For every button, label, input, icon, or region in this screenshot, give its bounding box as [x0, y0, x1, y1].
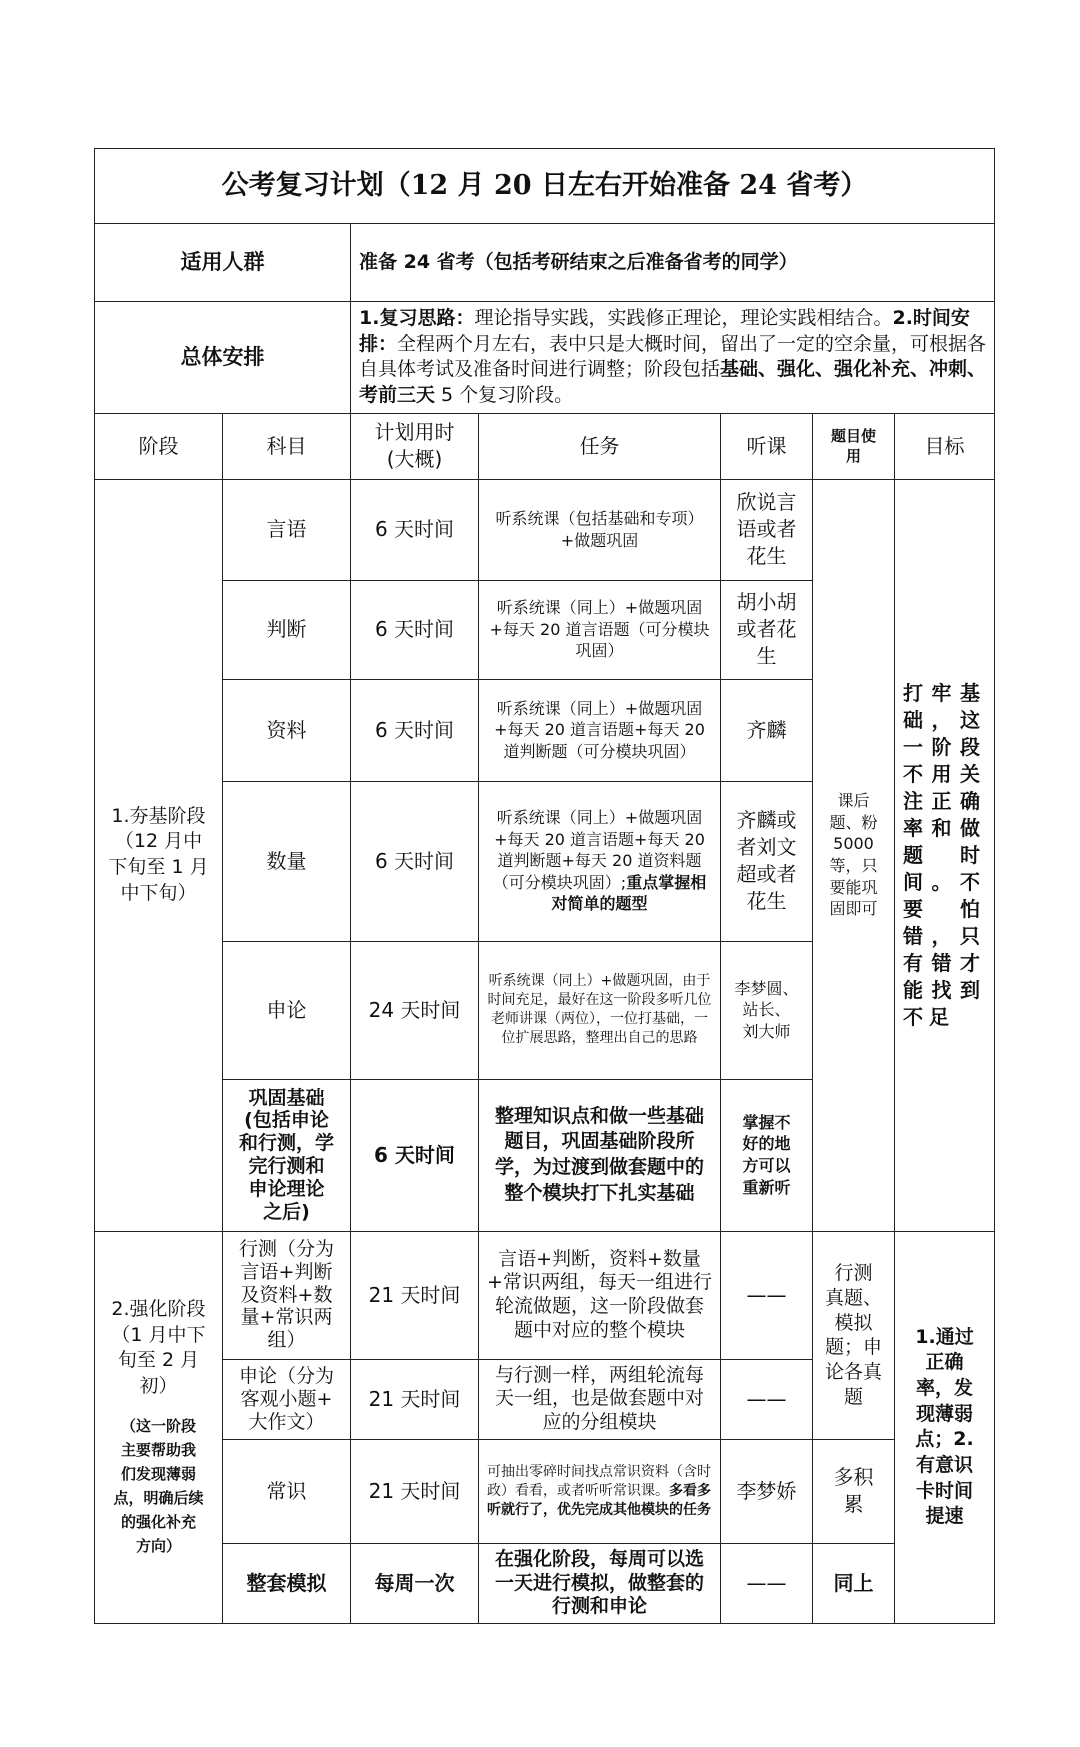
task-text: 可抽出零碎时间找点常识资料（含时政）看看，或者听听常识课。 — [487, 1463, 711, 1499]
phase1-time: 6 天时间 — [351, 479, 479, 580]
phase1-task — [479, 781, 721, 941]
phase2-use: 同上 — [813, 1543, 895, 1623]
time-label: 2.时间安排： — [359, 307, 970, 355]
task-emphasis: 重点掌握相对简单的题型 — [551, 872, 707, 914]
page-title: 公考复习计划（12 月 20 日左右开始准备 24 省考） — [95, 149, 995, 224]
header-time: 计划用时 (大概) — [351, 413, 479, 479]
phase1-listen: 齐麟 — [721, 679, 813, 781]
header-task: 任务 — [479, 413, 721, 479]
phase1-task: 听系统课（同上）+做题巩固+每天 20 道言语题+每天 20 道判断题（可分模块巩固） — [479, 679, 721, 781]
header-listen: 听课 — [721, 413, 813, 479]
phase2-cell — [95, 1231, 223, 1624]
phase2-note: （这一阶段 主要帮助我 们发现薄弱 点，明确后续 的强化补充 方向） — [113, 1416, 204, 1555]
phase1-subject: 资料 — [223, 679, 351, 781]
stages-bold: 基础、强化、强化补充、冲刺、考前三天 — [359, 358, 987, 406]
header-subject: 科目 — [223, 413, 351, 479]
phase2-listen: —— — [721, 1231, 813, 1359]
phase1-subject: 判断 — [223, 580, 351, 679]
audience-value: 准备 24 省考（包括考研结束之后准备省考的同学） — [351, 224, 995, 302]
phase2-name: 2.强化阶段 （1 月中下 旬至 2 月 初） — [111, 1298, 206, 1397]
phase2-subject: 行测（分为 言语+判断 及资料+数 量+常识两 组） — [223, 1231, 351, 1359]
phase1-listen: 李梦圆、 站长、 刘大师 — [721, 941, 813, 1079]
phase1-subject: 巩固基础 (包括申论 和行测，学 完行测和 申论理论 之后) — [223, 1079, 351, 1231]
overall-text — [351, 302, 995, 414]
phase1-listen: 胡小胡 或者花 生 — [721, 580, 813, 679]
stages-end: 5 个复习阶段。 — [435, 383, 574, 406]
phase2-time: 21 天时间 — [351, 1439, 479, 1543]
header-use: 题目使 用 — [813, 413, 895, 479]
phase1-name: 1.夯基阶段 （12 月中 下旬至 1 月 中下旬） — [95, 479, 223, 1231]
audience-label: 适用人群 — [95, 224, 351, 302]
phase2-subject: 整套模拟 — [223, 1543, 351, 1623]
phase1-task: 听系统课（包括基础和专项）+做题巩固 — [479, 479, 721, 580]
phase2-task: 在强化阶段，每周可以选一天进行模拟，做整套的行测和申论 — [479, 1543, 721, 1623]
phase1-task: 听系统课（同上）+做题巩固，由于时间充足，最好在这一阶段多听几位老师讲课（两位），一位打基础，一位扩展思路，整理出自己的思路 — [479, 941, 721, 1079]
phase1-listen: 齐麟或 者刘文 超或者 花生 — [721, 781, 813, 941]
phase1-use: 课后 题、粉 5000 等，只 要能巩 固即可 — [813, 479, 895, 1231]
phase2-subject: 申论（分为 客观小题+ 大作文） — [223, 1359, 351, 1439]
time-text: 全程两个月左右，表中只是大概时间，留出了一定的空余量，可根据各自具体考试及准备时间进行调整；阶段包括 — [359, 332, 987, 381]
phase2-use: 多积 累 — [813, 1439, 895, 1543]
phase1-listen: 掌握不 好的地 方可以 重新听 — [721, 1079, 813, 1231]
idea-label: 1.复习思路： — [359, 307, 475, 329]
phase1-time: 6 天时间 — [351, 1079, 479, 1231]
phase1-subject: 言语 — [223, 479, 351, 580]
phase2-task: 与行测一样，两组轮流每天一组，也是做套题中对应的分组模块 — [479, 1359, 721, 1439]
phase1-goal: 打牢基础，这一阶段不用关注正确率和做题时间。不要怕错，只有错才能找到不足 — [895, 479, 995, 1231]
header-phase: 阶段 — [95, 413, 223, 479]
phase2-goal: 1.通过 正确 率，发 现薄弱 点；2. 有意识 卡时间 提速 — [895, 1231, 995, 1624]
review-plan-table — [94, 148, 995, 1624]
phase2-use: 行测 真题、 模拟 题；申 论各真 题 — [813, 1231, 895, 1439]
phase2-time: 21 天时间 — [351, 1231, 479, 1359]
phase1-time: 24 天时间 — [351, 941, 479, 1079]
overall-label: 总体安排 — [95, 302, 351, 414]
phase1-time: 6 天时间 — [351, 679, 479, 781]
phase1-time: 6 天时间 — [351, 580, 479, 679]
phase1-listen: 欣说言 语或者 花生 — [721, 479, 813, 580]
phase1-time: 6 天时间 — [351, 781, 479, 941]
phase2-subject: 常识 — [223, 1439, 351, 1543]
phase1-task: 整理知识点和做一些基础题目，巩固基础阶段所学，为过渡到做套题中的整个模块打下扎实基础 — [479, 1079, 721, 1231]
phase1-subject: 申论 — [223, 941, 351, 1079]
task-text: 听系统课（同上）+做题巩固+每天 20 道言语题+每天 20 道判断题+每天 20 道资料题（可分模块巩固）; — [492, 808, 705, 892]
phase2-task — [479, 1439, 721, 1543]
phase2-listen: —— — [721, 1359, 813, 1439]
idea-text: 理论指导实践，实践修正理论，理论实践相结合。 — [474, 307, 893, 329]
task-emphasis: 多看多听就行了，优先完成其他模块的任务 — [487, 1482, 711, 1518]
phase2-listen: —— — [721, 1543, 813, 1623]
phase2-task: 言语+判断，资料+数量+常识两组，每天一组进行轮流做题，这一阶段做套题中对应的整个模块 — [479, 1231, 721, 1359]
phase2-time: 21 天时间 — [351, 1359, 479, 1439]
phase2-time: 每周一次 — [351, 1543, 479, 1623]
phase1-task: 听系统课（同上）+做题巩固+每天 20 道言语题（可分模块巩固） — [479, 580, 721, 679]
header-goal: 目标 — [895, 413, 995, 479]
phase2-listen: 李梦娇 — [721, 1439, 813, 1543]
phase1-subject: 数量 — [223, 781, 351, 941]
